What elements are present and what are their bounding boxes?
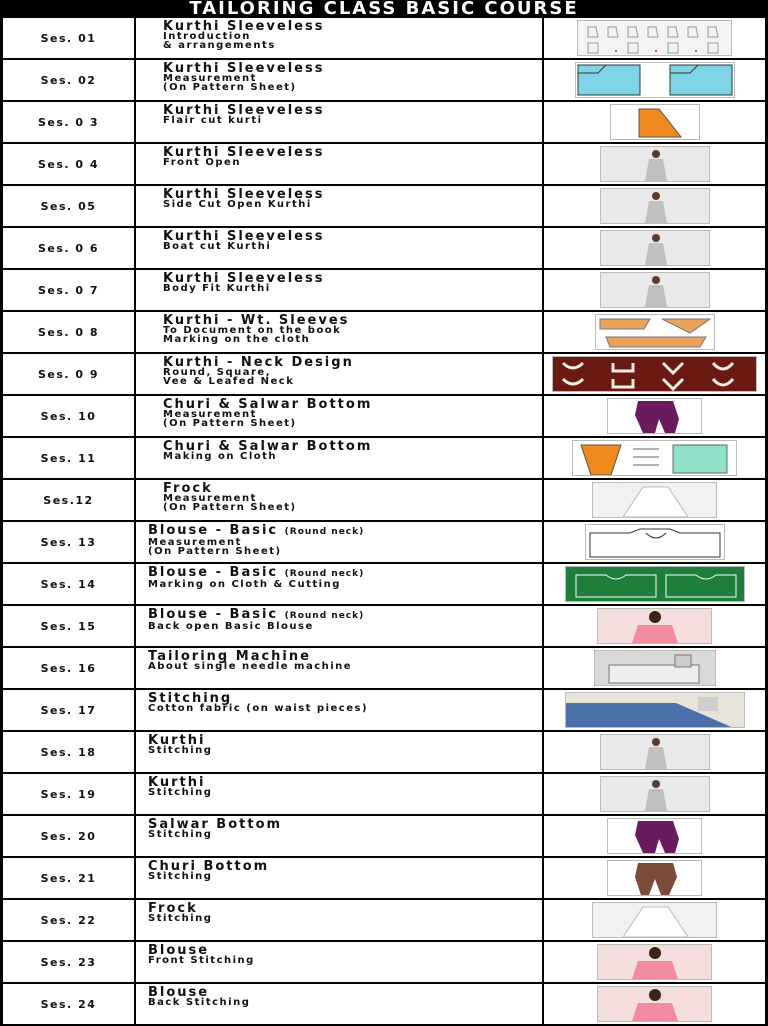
session-number: Ses. 0 6 [3,228,136,268]
session-description [136,774,544,814]
session-detail: Stitching [148,913,213,924]
fabric-stitching-icon [565,692,745,728]
session-description [136,270,544,310]
session-detail: Marking on Cloth & Cutting [148,579,341,590]
sewing-machine-icon [594,650,716,686]
kurthi-photo-icon [600,272,710,308]
session-image-cell [544,606,765,646]
session-row [3,270,765,312]
blouse-pattern-icon [585,524,725,560]
session-description [136,102,544,142]
session-topic-text: Kurthi [148,733,206,748]
session-topic-text: Kurthi - Neck Design [163,355,354,370]
session-detail: (On Pattern Sheet) [163,418,297,429]
session-number: Ses. 22 [3,900,136,940]
session-image-cell [544,186,765,226]
session-detail: Stitching [148,829,213,840]
session-number: Ses. 0 7 [3,270,136,310]
session-description [136,186,544,226]
session-description [136,312,544,352]
session-image-cell [544,312,765,352]
session-topic-text: Blouse - Basic [148,565,279,580]
session-number: Ses. 15 [3,606,136,646]
session-topic-text: Kurthi Sleeveless [163,187,325,202]
session-description [136,522,544,562]
session-row [3,774,765,816]
session-detail: (On Pattern Sheet) [163,82,297,93]
session-topic-text: Kurthi [148,775,206,790]
session-number: Ses. 20 [3,816,136,856]
session-image-cell [544,564,765,604]
session-topic-text: Blouse - Basic [148,607,279,622]
session-description [136,732,544,772]
session-image-cell [544,18,765,58]
session-detail: Measurement [163,493,257,504]
session-row [3,354,765,396]
session-topic-note: (Round neck) [284,569,365,579]
session-image-cell [544,522,765,562]
pattern-sketches-icon [577,20,732,56]
session-detail: Vee & Leafed Neck [163,376,295,387]
session-row [3,522,765,564]
session-topic-text: Kurthi Sleeveless [163,19,325,34]
session-row [3,984,765,1026]
salwar-photo-icon [607,398,702,434]
session-description [136,984,544,1024]
session-number: Ses. 16 [3,648,136,688]
session-number: Ses. 11 [3,438,136,478]
session-topic-text: Salwar Bottom [148,817,283,832]
session-image-cell [544,144,765,184]
session-image-cell [544,354,765,394]
blouse-photo-icon [597,986,712,1022]
session-description [136,228,544,268]
session-row [3,186,765,228]
frock-photo-icon [592,482,717,518]
session-image-cell [544,942,765,982]
session-table [3,18,765,1026]
session-image-cell [544,732,765,772]
salwar-pattern-icon [572,440,737,476]
session-number: Ses. 10 [3,396,136,436]
session-description [136,900,544,940]
session-row [3,690,765,732]
session-description [136,564,544,604]
session-detail: Stitching [148,745,213,756]
session-description [136,648,544,688]
session-detail: Boat cut Kurthi [163,241,272,252]
session-row [3,102,765,144]
session-detail: Back Stitching [148,997,251,1008]
session-image-cell [544,648,765,688]
session-number: Ses. 01 [3,18,136,58]
session-image-cell [544,858,765,898]
green-cloth-icon [565,566,745,602]
session-number: Ses. 0 9 [3,354,136,394]
sleeve-pattern-icon [595,314,715,350]
session-image-cell [544,438,765,478]
session-detail: Body Fit Kurthi [163,283,271,294]
session-row [3,312,765,354]
session-topic-text: Kurthi Sleeveless [163,229,325,244]
session-description [136,606,544,646]
session-topic-text: Frock [163,481,213,496]
kurthi-photo-icon [600,146,710,182]
session-topic-text: Kurthi Sleeveless [163,271,325,286]
session-detail: Back open Basic Blouse [148,621,314,632]
kurthi-photo-icon [600,230,710,266]
session-detail: Measurement [148,537,242,548]
session-topic-text: Blouse - Basic [148,523,279,538]
session-row [3,606,765,648]
neck-design-icon [552,356,757,392]
session-number: Ses. 05 [3,186,136,226]
session-topic-text: Kurthi Sleeveless [163,145,325,160]
session-description [136,144,544,184]
session-number: Ses. 0 4 [3,144,136,184]
session-topic-text: Kurthi Sleeveless [163,61,325,76]
blouse-photo-icon [597,944,712,980]
session-detail: Stitching [148,871,213,882]
session-detail: To Document on the book [163,325,342,336]
session-topic-text: Churi & Salwar Bottom [163,439,373,454]
session-row [3,942,765,984]
session-topic-text: Blouse [148,943,210,958]
session-description [136,690,544,730]
session-topic-text: Kurthi Sleeveless [163,103,325,118]
session-number: Ses. 21 [3,858,136,898]
session-detail: & arrangements [163,40,276,51]
session-description [136,396,544,436]
session-detail: Round, Square, [163,367,271,378]
session-topic-text: Frock [148,901,198,916]
session-image-cell [544,228,765,268]
session-image-cell [544,60,765,100]
session-row [3,564,765,606]
session-detail: Side Cut Open Kurthi [163,199,312,210]
session-detail: Marking on the cloth [163,334,311,345]
session-detail: Front Stitching [148,955,255,966]
session-topic-text: Stitching [148,691,233,706]
salwar-photo-icon [607,818,702,854]
session-row [3,648,765,690]
session-detail: (On Pattern Sheet) [148,546,282,557]
course-title: TAILORING CLASS BASIC COURSE [189,0,579,18]
session-image-cell [544,690,765,730]
session-image-cell [544,396,765,436]
session-detail: Making on Cloth [163,451,278,462]
session-detail: Introduction [163,31,251,42]
session-row [3,480,765,522]
session-number: Ses. 0 8 [3,312,136,352]
session-topic-text: Kurthi - Wt. Sleeves [163,313,350,328]
session-number: Ses. 19 [3,774,136,814]
session-number: Ses.12 [3,480,136,520]
session-detail: Measurement [163,73,257,84]
session-number: Ses. 17 [3,690,136,730]
session-number: Ses. 0 3 [3,102,136,142]
session-description [136,858,544,898]
session-detail: Flair cut kurti [163,115,263,126]
session-row [3,858,765,900]
session-detail: Measurement [163,409,257,420]
session-detail: Front Open [163,157,241,168]
session-number: Ses. 14 [3,564,136,604]
session-row [3,18,765,60]
session-description [136,18,544,58]
session-number: Ses. 18 [3,732,136,772]
session-topic-text: Tailoring Machine [148,649,311,664]
session-row [3,228,765,270]
blouse-photo-icon [597,608,712,644]
session-detail: (On Pattern Sheet) [163,502,297,513]
session-row [3,732,765,774]
session-topic-text: Churi & Salwar Bottom [163,397,373,412]
session-description [136,480,544,520]
session-description [136,816,544,856]
session-image-cell [544,984,765,1024]
kurthi-photo-icon [600,188,710,224]
session-detail: Stitching [148,787,213,798]
session-row [3,144,765,186]
session-row [3,438,765,480]
flair-pattern-icon [610,104,700,140]
kurthi-photo-icon [600,776,710,812]
session-number: Ses. 13 [3,522,136,562]
kurthi-photo-icon [600,734,710,770]
frock-photo-icon [592,902,717,938]
session-topic-note: (Round neck) [284,611,365,621]
session-number: Ses. 23 [3,942,136,982]
session-description [136,942,544,982]
session-number: Ses. 24 [3,984,136,1024]
session-row [3,816,765,858]
pattern-sheet-icon [575,62,735,98]
session-topic-text: Churi Bottom [148,859,270,874]
session-image-cell [544,270,765,310]
session-row [3,396,765,438]
session-description [136,438,544,478]
session-number: Ses. 02 [3,60,136,100]
session-detail: Cotton fabric (on waist pieces) [148,703,369,714]
session-topic-note: (Round neck) [284,527,365,537]
session-image-cell [544,480,765,520]
session-detail: About single needle machine [148,661,353,672]
session-topic-text: Blouse [148,985,210,1000]
session-image-cell [544,774,765,814]
session-image-cell [544,102,765,142]
churi-photo-icon [607,860,702,896]
session-row [3,900,765,942]
session-image-cell [544,816,765,856]
session-image-cell [544,900,765,940]
session-description [136,354,544,394]
session-description [136,60,544,100]
session-row [3,60,765,102]
